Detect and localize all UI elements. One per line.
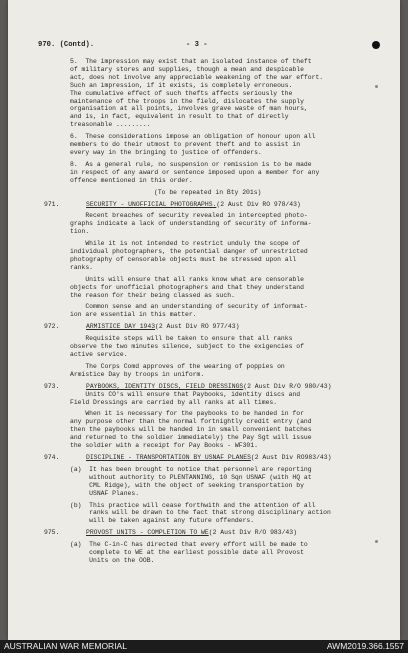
text-line: Field Dressings are carried by all ranks at all times. — [70, 398, 278, 406]
text-line: act, does not involve any appreciable weakening of the war effort. — [70, 73, 324, 81]
text-line: will be taken against any future offenders. — [70, 517, 255, 525]
text-line: active service. — [70, 351, 128, 358]
archive-footer — [0, 640, 408, 653]
section-973 — [44, 383, 394, 450]
text-line: 8. As a general rule, no suspension or remission is to be made — [70, 160, 312, 168]
section-body — [44, 537, 394, 565]
text-line: Requisite steps will be taken to ensure that all ranks — [70, 335, 293, 343]
text-line: USNAF Planes. — [70, 489, 140, 497]
text-line: members to do their utmost to prevent theft and to assist in — [70, 141, 301, 149]
text-line: complete to WE at the earliest possible date all Provost — [70, 549, 304, 557]
text-line: observe the two minutes silence, subject to the exigencies of — [70, 343, 304, 351]
section-body — [44, 391, 394, 450]
text-line: every way in the bringing to justice of offenders. — [70, 148, 262, 156]
text-line: and is, in fact, equivalent in result to that of directly — [70, 113, 289, 121]
para-6 — [44, 133, 394, 157]
section-number: 972. — [44, 323, 60, 331]
section-number: 971. — [44, 200, 60, 208]
text-line: Armistice Day by troops in uniform. — [70, 370, 205, 378]
section-heading: PAYBOOKS, IDENTITY DISCS, FIELD DRESSINGS — [86, 382, 244, 390]
section-975 — [44, 529, 394, 565]
text-line: without authority to PLENTANNING, 10 Sqn USNAF (with HQ at — [70, 473, 312, 481]
text-line: 5. The impression may exist that an isolated instance of theft — [70, 58, 312, 65]
text-line: the soldier with a receipt for Pay Books - WF301. — [70, 442, 258, 450]
section-number: 974. — [44, 453, 60, 461]
text-line: The cumulative effect of such thefts affects seriously the — [70, 89, 293, 97]
text-line: objects for unofficial photographers and that they understand — [70, 283, 304, 291]
section-ref: (2 Aust Div RO983/43) — [250, 453, 332, 461]
text-line: treasonable ......... — [70, 121, 151, 129]
text-line: organisation at all points, involves grave waste of man hours, — [70, 105, 308, 113]
text-line: (a) It has been brought to notice that personnel are reporting — [70, 465, 312, 473]
text-line: individual photographers, the potential danger of unrestricted — [70, 248, 308, 256]
text-line: Units CO's will ensure that Paybooks, identity discs and — [70, 390, 301, 398]
footer-accession-number: AWM2019.366.1557 — [326, 641, 404, 651]
text-line: ranks. — [70, 263, 94, 271]
text-line: ion are essential in this matter. — [70, 311, 197, 319]
document-page — [8, 0, 400, 640]
text-line: offence mentioned in this order. — [70, 176, 193, 184]
document-body — [44, 39, 394, 565]
section-heading: SECURITY - UNOFFICIAL PHOTOGRAPHS. — [86, 200, 217, 208]
section-number: 975. — [44, 529, 60, 537]
text-line: any purpose other than the normal fortnightly credit entry (and — [70, 418, 312, 426]
text-line: Common sense and an understanding of security of informat- — [70, 303, 308, 311]
section-body — [44, 331, 394, 379]
footer-institution: AUSTRALIAN WAR MEMORIAL — [4, 641, 127, 651]
text-line: and returned to the soldier immediately) the Pay Sgt will issue — [70, 434, 312, 442]
header-ref: 970. (Contd). — [38, 41, 95, 49]
text-line: Recent breaches of security revealed in intercepted photo- — [70, 212, 308, 220]
text-line: of military stores and supplies, though a mean and despicable — [70, 65, 304, 73]
section-body — [44, 462, 394, 525]
text-line: (a) The C-in-C has directed that every effort will be made to — [70, 541, 308, 549]
repeat-note: (To be repeated in Bty 201s) — [154, 188, 262, 196]
text-line: graphs indicate a lack of understanding of security of informa- — [70, 220, 312, 228]
text-line: 6. These considerations impose an obligation of honour upon all — [70, 133, 316, 141]
section-974 — [44, 454, 394, 525]
section-972 — [44, 323, 394, 378]
section-ref: (2 Aust Div R/O 980/43) — [243, 382, 332, 390]
section-ref: (2 Aust Div R/O 983/43) — [208, 529, 297, 537]
text-line: maintenance of the troops in the field, dislocates the supply — [70, 97, 304, 105]
para-5 — [44, 58, 394, 129]
text-line: When it is necessary for the paybooks to be handed in for — [70, 410, 304, 418]
text-line: ranks will be drawn to the fact that strong disciplinary action — [70, 509, 331, 517]
section-971 — [44, 201, 394, 320]
section-heading: DISCIPLINE - TRANSPORTATION BY USNAF PLANES — [86, 453, 251, 461]
text-line: in respect of any award or sentence imposed upon a member for any — [70, 168, 320, 176]
text-line: CML Ridge), with the object of seeking transportation by — [70, 481, 304, 489]
para-8 — [44, 161, 394, 185]
page-number: - 3 - — [186, 41, 208, 49]
section-heading: ARMISTICE DAY 1943 — [86, 323, 156, 331]
section-heading: PROVOST UNITS - COMPLETION TO WE — [86, 529, 209, 537]
text-line: Such an impression, if it exists, is completely erroneous. — [70, 81, 293, 89]
section-number: 973. — [44, 382, 60, 390]
text-line: The Corps Comd approves of the wearing of poppies on — [70, 362, 285, 370]
text-line: then the paybooks will be handed in in small convenient batches — [70, 426, 312, 434]
text-line: (b) This practice will cease forthwith and the attention of all — [70, 501, 316, 509]
text-line: Units will ensure that all ranks know what are censorable — [70, 275, 304, 283]
section-body — [44, 208, 394, 319]
text-line: Units on the OOB. — [70, 556, 155, 564]
section-ref: (2 Aust Div RO 977/43) — [155, 323, 240, 331]
text-line: tion. — [70, 228, 90, 236]
text-line: While it is not intended to restrict unduly the scope of — [70, 240, 301, 248]
section-ref: (2 Aust Div RO 978/43) — [216, 200, 301, 208]
text-line: photography of censorable objects must be stressed upon all — [70, 255, 297, 263]
text-line: the reason for their being classed as such. — [70, 291, 235, 299]
